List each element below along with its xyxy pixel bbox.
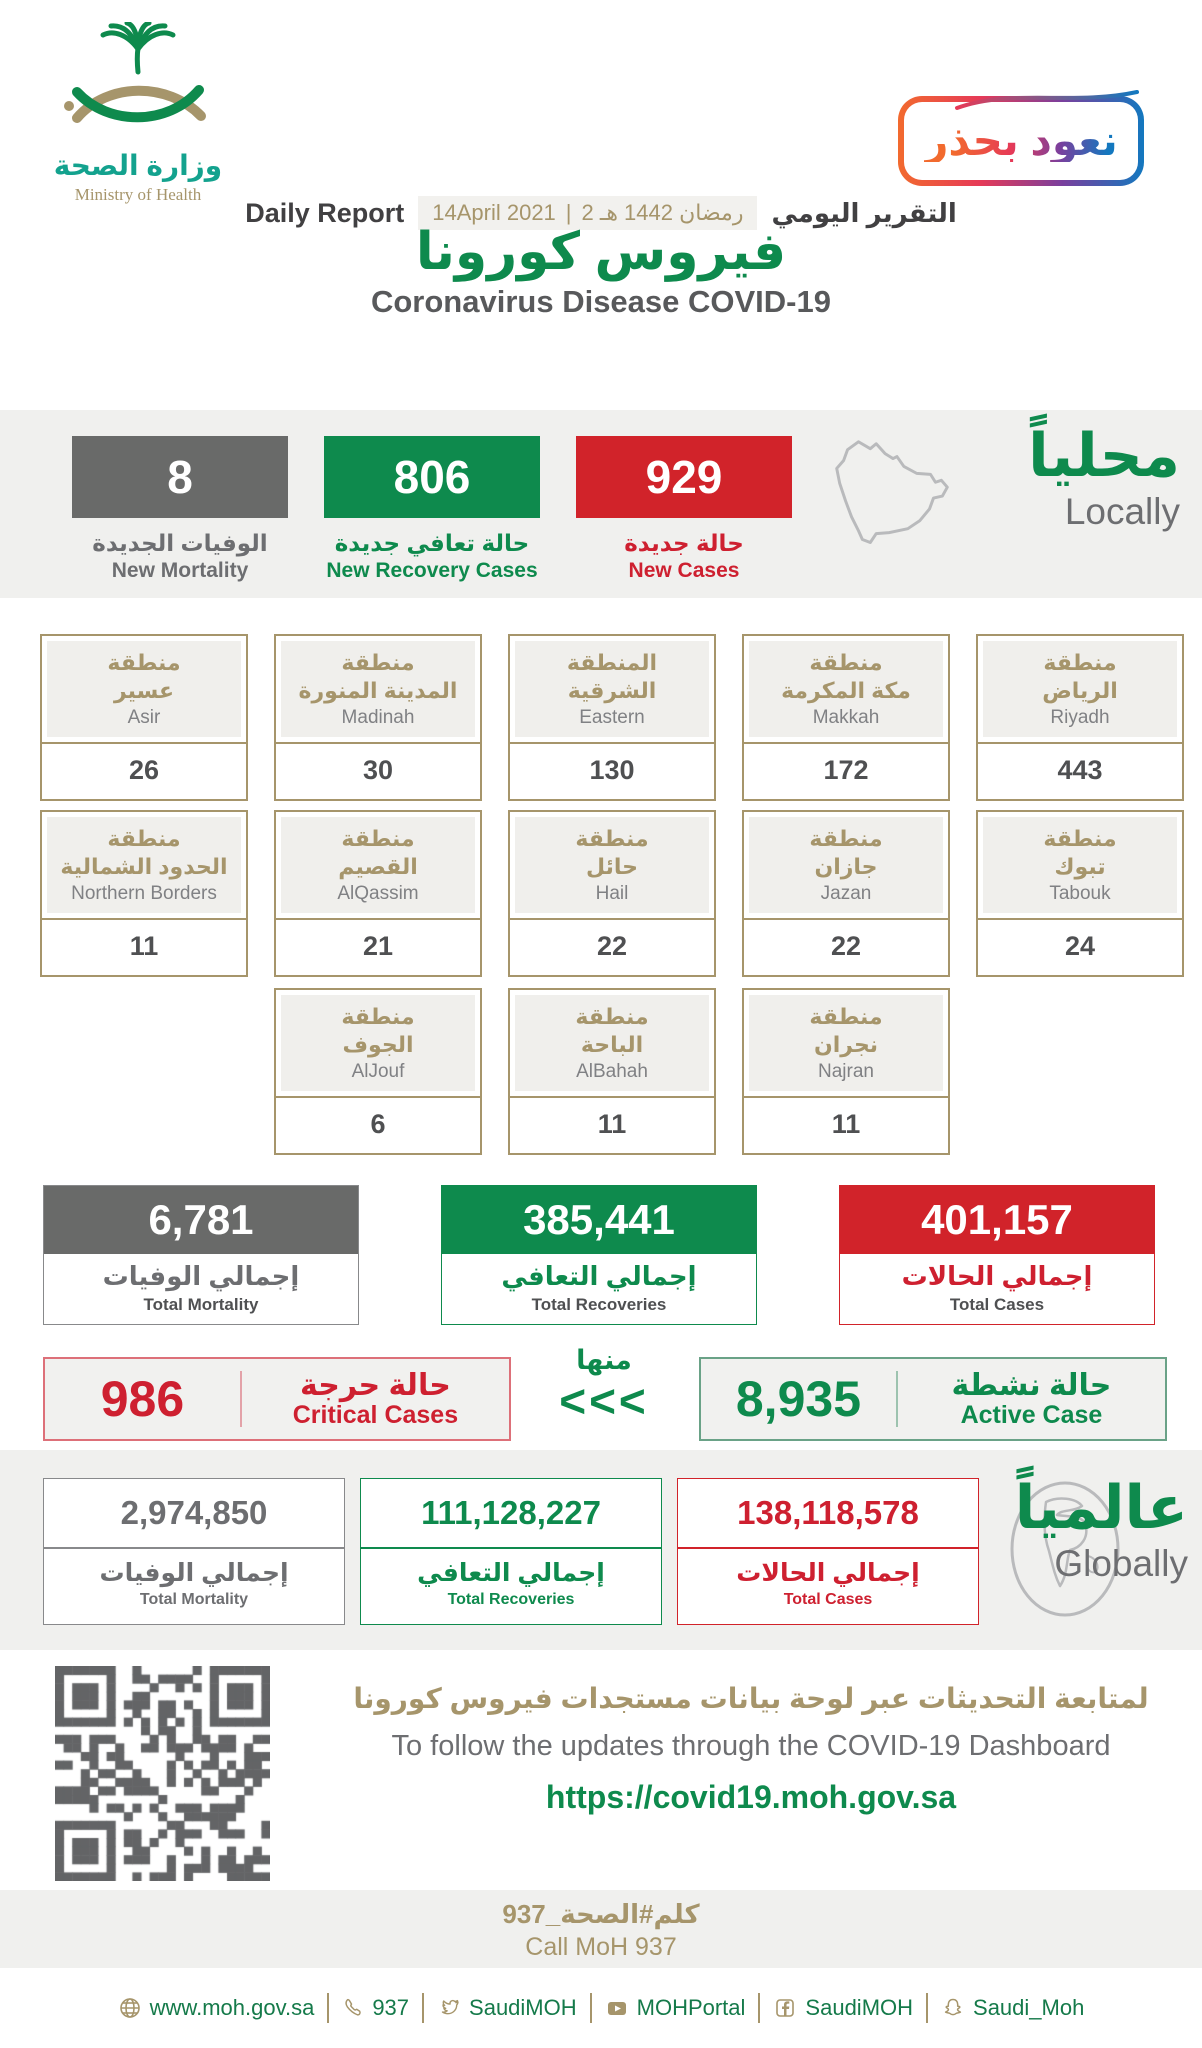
footer-link-label: SaudiMOH [805, 1995, 914, 2020]
region-value: 22 [510, 918, 714, 975]
footer-link-facebook[interactable] [773, 1995, 913, 2021]
global-cases-box [677, 1478, 979, 1625]
new-mortality-stat [72, 436, 288, 583]
locally-section [0, 410, 1202, 598]
divider [327, 1993, 329, 2023]
region-en-name: Eastern [579, 707, 645, 728]
region-ar-line2: مكة المكرمة [781, 677, 911, 703]
active-cases-labels [898, 1369, 1165, 1430]
region-value: 443 [978, 742, 1182, 799]
region-value: 11 [744, 1096, 948, 1153]
region-ar-line1: منطقة [809, 650, 883, 675]
divider [926, 1993, 928, 2023]
critical-cases-value: 986 [100, 1371, 185, 1427]
new-cases-label-ar: حالة جديدة [624, 530, 744, 556]
region-value: 11 [510, 1096, 714, 1153]
globally-section [0, 1450, 1202, 1650]
footer-link-website[interactable] [118, 1995, 315, 2021]
region-ar-line1: المنطقة [566, 650, 658, 675]
global-recoveries-label-ar: إجمالي التعافي [417, 1559, 605, 1587]
global-cases-value: 138,118,578 [678, 1479, 978, 1549]
region-value: 6 [276, 1096, 480, 1153]
new-mortality-value: 8 [72, 436, 288, 518]
active-cases-box [699, 1357, 1167, 1441]
facebook-icon [773, 1996, 797, 2020]
region-ar-line1: منطقة [341, 650, 415, 675]
globally-label-en: Globally [1054, 1543, 1188, 1584]
global-recoveries-value: 111,128,227 [361, 1479, 661, 1549]
region-ar-line1: منطقة [1043, 826, 1117, 851]
region-ar-line1: منطقة [809, 1004, 883, 1029]
region-ar-line2: المدينة المنورة [298, 677, 458, 703]
page-title-english: Coronavirus Disease COVID-19 [370, 284, 831, 319]
region-card-asir [40, 634, 248, 801]
footer-link-label: Saudi_Moh [973, 1995, 1085, 2020]
footer-link-snapchat[interactable] [941, 1995, 1084, 2021]
region-value: 24 [978, 918, 1182, 975]
region-en-name: AlJouf [351, 1061, 405, 1082]
locally-label-ar: محلياً [1028, 422, 1180, 489]
region-ar-line2: الباحة [580, 1031, 644, 1057]
region-en-name: AlBahah [576, 1061, 648, 1082]
region-ar-line1: منطقة [1043, 650, 1117, 675]
region-card-eastern [508, 634, 716, 801]
region-en-name: Northern Borders [71, 883, 217, 904]
youtube-icon [605, 1996, 629, 2020]
region-ar-line2: الشرقية [567, 677, 657, 703]
footer-link-twitter[interactable] [437, 1995, 577, 2021]
region-value: 11 [42, 918, 246, 975]
global-recoveries-label-en: Total Recoveries [447, 1591, 575, 1608]
regions-grid [0, 598, 1202, 1160]
footer-link-label: MOHPortal [636, 1995, 746, 2020]
local-totals-row [0, 1160, 1202, 1340]
global-cases-label-ar: إجمالي الحالات [736, 1559, 920, 1587]
global-mortality-label-ar: إجمالي الوفيات [99, 1559, 289, 1587]
region-ar-line1: منطقة [575, 1004, 649, 1029]
locally-label-en: Locally [1064, 491, 1180, 532]
divider [590, 1993, 592, 2023]
footer-link-label: www.moh.gov.sa [149, 1995, 315, 2020]
region-ar-line1: منطقة [107, 650, 181, 675]
new-cases-stat [576, 436, 792, 583]
call-moh-label-en: Call MoH 937 [525, 1933, 677, 1961]
total-cases-label-en: Total Cases [949, 1295, 1045, 1314]
region-card-northern-borders [40, 810, 248, 977]
logo-english-name: Ministry of Health [74, 185, 202, 204]
region-en-name: AlQassim [337, 883, 419, 904]
daily-report-label: Daily Report [245, 197, 405, 228]
region-ar-line2: الجوف [342, 1031, 414, 1057]
region-ar-line2: عسير [113, 677, 175, 703]
dashboard-section [0, 1650, 1202, 1890]
critical-cases-box [43, 1357, 511, 1441]
region-card-makkah [742, 634, 950, 801]
region-en-name: Asir [127, 707, 161, 728]
region-card-hail [508, 810, 716, 977]
footer-links [0, 1968, 1202, 2048]
global-mortality-label-en: Total Mortality [139, 1591, 249, 1608]
twitter-icon [437, 1996, 461, 2020]
total-cases-value: 401,157 [840, 1186, 1154, 1254]
locally-label [1028, 424, 1180, 532]
region-en-name: Madinah [341, 707, 415, 728]
logo-arabic-name: وزارة الصحة [53, 150, 223, 181]
divider [422, 1993, 424, 2023]
region-ar-line2: الحدود الشمالية [60, 853, 228, 879]
new-recovery-value: 806 [324, 436, 540, 518]
total-recoveries-box [441, 1185, 757, 1325]
footer-link-label: SaudiMOH [469, 1995, 577, 2020]
region-ar-line2: الرياض [1042, 677, 1118, 703]
global-cases-label-en: Total Cases [783, 1591, 873, 1608]
region-ar-line2: نجران [813, 1031, 879, 1057]
new-cases-label-en: New Cases [628, 559, 740, 582]
saudi-arabia-map-icon [814, 424, 972, 582]
regions-row-2 [40, 810, 1184, 977]
daily-report-label-ar: التقرير اليومي [771, 197, 957, 228]
region-ar-line2: جازان [814, 853, 878, 879]
moh-logo-icon [53, 22, 223, 142]
globally-label-ar: عالمياً [1014, 1474, 1188, 1541]
region-ar-line1: منطقة [341, 1004, 415, 1029]
global-mortality-value: 2,974,850 [44, 1479, 344, 1549]
badge-label: نعود بحذر [924, 117, 1118, 164]
region-value: 172 [744, 742, 948, 799]
chevrons-left-icon: <<< [559, 1375, 649, 1427]
dashboard-text-en: To follow the updates through the COVID-19 Dashboard [391, 1730, 1111, 1762]
region-card-najran [742, 988, 950, 1155]
footer-link-youtube[interactable] [605, 1995, 746, 2021]
region-ar-line1: منطقة [575, 826, 649, 851]
critical-cases-label-en: Critical Cases [292, 1400, 459, 1429]
region-value: 26 [42, 742, 246, 799]
new-recovery-label-en: New Recovery Cases [326, 559, 538, 582]
date-divider: | [565, 200, 572, 225]
globally-label [1015, 1476, 1188, 1584]
new-recovery-stat [324, 436, 540, 583]
moh-logo [48, 22, 228, 205]
region-card-aljouf [274, 988, 482, 1155]
footer-link-phone[interactable] [342, 1995, 409, 2021]
region-en-name: Tabouk [1049, 883, 1111, 904]
total-mortality-box [43, 1185, 359, 1325]
status-row [0, 1340, 1202, 1450]
region-ar-line2: القصيم [338, 853, 418, 879]
region-card-riyadh [976, 634, 1184, 801]
region-card-jazan [742, 810, 950, 977]
region-en-name: Hail [595, 883, 629, 904]
of-which-indicator [556, 1345, 652, 1427]
region-en-name: Jazan [820, 883, 872, 904]
total-cases-box [839, 1185, 1155, 1325]
region-card-tabouk [976, 810, 1184, 977]
globe-icon [118, 1996, 142, 2020]
total-recoveries-value: 385,441 [442, 1186, 756, 1254]
total-mortality-label-en: Total Mortality [143, 1295, 259, 1314]
page-title-arabic: فيروس كورونا [415, 223, 787, 281]
return-with-caution-badge [898, 96, 1144, 186]
region-en-name: Riyadh [1050, 707, 1110, 728]
active-cases-label-en: Active Case [960, 1400, 1103, 1429]
date-gregorian: 14April 2021 [432, 200, 556, 225]
region-card-alqassim [274, 810, 482, 977]
active-cases-value: 8,935 [735, 1371, 861, 1427]
global-mortality-box [43, 1478, 345, 1625]
region-value: 30 [276, 742, 480, 799]
region-ar-line2: تبوك [1054, 853, 1106, 879]
new-mortality-label-en: New Mortality [111, 559, 249, 582]
region-ar-line1: منطقة [809, 826, 883, 851]
region-value: 130 [510, 742, 714, 799]
dashboard-url-link[interactable]: https://covid19.moh.gov.sa [545, 1779, 957, 1815]
new-recovery-label-ar: حالة تعافي جديدة [334, 530, 530, 556]
regions-row-3 [274, 988, 950, 1155]
call-moh-label-ar: كلم#الصحة_937 [502, 1899, 700, 1929]
region-en-name: Najran [818, 1061, 874, 1082]
total-recoveries-label-ar: إجمالي التعافي [501, 1261, 697, 1291]
region-value: 22 [744, 918, 948, 975]
new-mortality-label-ar: الوفيات الجديدة [92, 530, 268, 556]
regions-row-1 [40, 634, 1184, 801]
region-ar-line1: منطقة [341, 826, 415, 851]
badge-swoosh [952, 86, 1142, 112]
total-cases-label-ar: إجمالي الحالات [901, 1261, 1093, 1291]
region-value: 21 [276, 918, 480, 975]
of-which-label: منها [576, 1345, 632, 1375]
new-cases-value: 929 [576, 436, 792, 518]
total-recoveries-label-en: Total Recoveries [531, 1295, 667, 1314]
dashboard-text [320, 1682, 1182, 1816]
critical-cases-labels [242, 1369, 509, 1430]
qr-code [55, 1666, 270, 1881]
region-ar-line2: حائل [585, 853, 638, 879]
dashboard-text-ar: لمتابعة التحديثات عبر لوحة بيانات مستجدات فيروس كورونا [353, 1683, 1149, 1714]
total-mortality-value: 6,781 [44, 1186, 358, 1254]
region-card-albahah [508, 988, 716, 1155]
footer-link-label: 937 [372, 1995, 410, 2020]
critical-cases-label-ar: حالة حرجة [300, 1368, 451, 1402]
active-cases-label-ar: حالة نشطة [951, 1368, 1112, 1402]
snapchat-icon [941, 1996, 965, 2020]
phone-icon [342, 1997, 364, 2019]
region-en-name: Makkah [812, 707, 880, 728]
region-card-madinah [274, 634, 482, 801]
date-hijri: 2 رمضان 1442 هـ [581, 200, 744, 225]
call-moh-band [0, 1890, 1202, 1968]
region-ar-line1: منطقة [107, 826, 181, 851]
total-mortality-label-ar: إجمالي الوفيات [102, 1261, 300, 1291]
divider [758, 1993, 760, 2023]
global-recoveries-box [360, 1478, 662, 1625]
